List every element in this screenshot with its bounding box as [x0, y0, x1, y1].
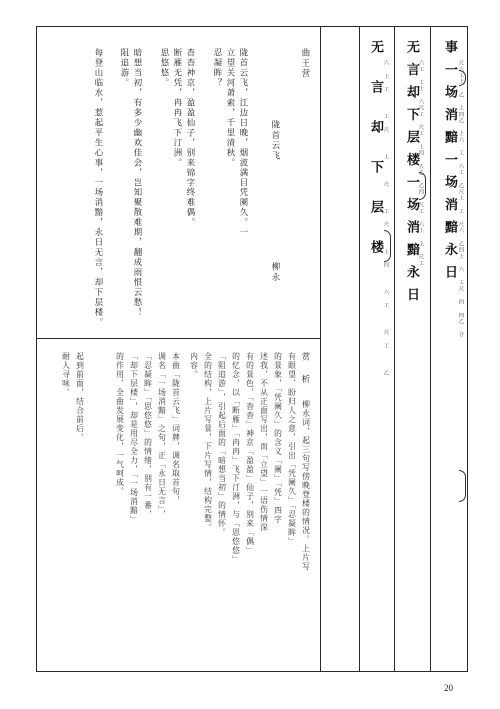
- page-number: 20: [444, 683, 453, 693]
- lyric-line: 立望关河萧索，千里清秋。: [226, 48, 236, 168]
- poem-title: 陇首云飞: [271, 120, 281, 162]
- commentary-line: 内容。: [189, 352, 199, 379]
- commentary-heading: 赏析: [301, 352, 311, 397]
- commentary-line: 述我，不从正面写出，而「立望」一语伤情深: [259, 352, 269, 532]
- divider-score-left: [359, 26, 360, 672]
- commentary-line: 的景象，「凭阑久」的含义「阑」「凭」四字: [273, 352, 283, 525]
- score-col-3-text: 无言却下层楼: [368, 40, 383, 280]
- commentary-line: 的作用，全曲发展变化，一气呵成。: [115, 352, 125, 496]
- tune-title: 曲王营: [301, 48, 311, 80]
- lyric-line: 思悠悠。: [160, 48, 170, 88]
- score-col-2-notes: 六工 工上 六尺工 尺工 上四 五乙 乙四 尺工 六上 上 尺工: [418, 60, 424, 267]
- divider-lyrics: [320, 26, 321, 672]
- lyric-line: 阻追游。: [120, 48, 130, 88]
- lyric-line: 暗想当初，有多少幽欢佳会，岂知聚散难期，翻成雨恨云愁！: [133, 48, 143, 318]
- lyric-line: 杳杳神京，盈盈仙子，别来锦字终难偶。: [186, 48, 196, 228]
- commentary-line: 起到前面，结合前后。: [75, 352, 85, 442]
- lyric-line: 忍凝眸？: [213, 48, 223, 88]
- divider-score-mid: [394, 26, 395, 672]
- divider-horizontal: [36, 338, 320, 339]
- score-col-1-text: 事一场消黯一场消黯永日: [442, 40, 457, 288]
- commentary-line: 「阻追游」，引起后面的「暗想当初」的情怀。: [217, 352, 227, 538]
- lyric-line: 断雁无凭，冉冉飞下汀洲。: [173, 48, 183, 168]
- commentary-line: 全的结构，上片写景，下片写情，结构完整。: [203, 352, 213, 532]
- score-col-1-notes: 尺六工上 乙 上四乙 上六 工 六工 乙尺上 工 尺六 乙四上 六 工尺 四 四乙 合: [458, 60, 464, 338]
- commentary-line: 耐人寻味。: [61, 352, 71, 397]
- commentary-line: 「忍凝眸」「思悠悠」的情绪，别有一番，: [143, 352, 153, 520]
- lyric-line: 每登山临水，惹起平生心事，一场消黯，永日无言，却下层楼。: [94, 48, 104, 328]
- commentary-line: 「却下层楼」，却是用尽全力，「一场消黯」: [129, 352, 139, 525]
- commentary-line: 调名「一场消黯」之句，正「永日无言」，: [157, 352, 167, 520]
- poem-author: 柳永: [271, 262, 281, 283]
- score-col-3-notes: 六上工 工尺 上 尺 工尺 上四 六工 尺工 乙: [383, 60, 389, 384]
- breath-mark: [384, 230, 391, 262]
- breath-mark: [459, 470, 466, 502]
- score-col-2-text: 无言却下层楼一场消黯永日: [404, 40, 419, 310]
- commentary-line: 本曲「陇首云飞」词牌，调名取首句，: [171, 352, 181, 505]
- lyric-line: 陇首云飞，江边日晚，烟波满目凭阑久。一: [239, 48, 249, 238]
- commentary-line: 有的景色，「杳杳」神京「盈盈」仙子，别来「偶」: [245, 352, 255, 556]
- divider-score-right: [430, 26, 431, 672]
- breath-mark: [419, 172, 426, 200]
- commentary-line: 有眼望，盼归人之意，引出「凭阑久」「忍凝眸」: [287, 352, 297, 547]
- commentary-line: 的忆念，以「断雁」「冉冉」飞下汀洲，与「思悠悠」: [231, 352, 241, 565]
- commentary-line: 柳永词，起三句写傍晚登楼的情况。上片写: [301, 400, 311, 571]
